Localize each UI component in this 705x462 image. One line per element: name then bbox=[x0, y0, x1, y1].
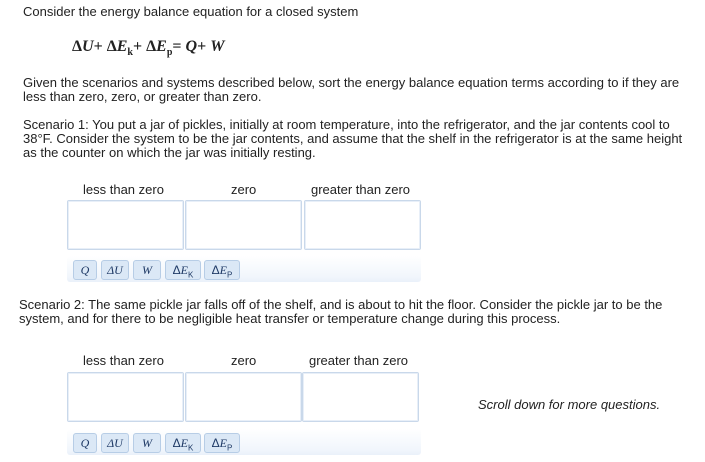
eq-ep: E bbox=[156, 38, 167, 55]
s1-chip-w-label: W bbox=[142, 263, 152, 277]
s1-chip-delta-ep-e: E bbox=[219, 263, 227, 277]
s2-drop-less-than-zero[interactable] bbox=[67, 372, 184, 422]
s1-drop-zero[interactable] bbox=[185, 200, 302, 250]
eq-equals: = bbox=[172, 38, 186, 55]
s2-chip-delta-ep-e: E bbox=[219, 436, 227, 450]
eq-p: p bbox=[166, 47, 173, 59]
s2-chip-delta-ep[interactable] bbox=[204, 433, 240, 453]
s1-chip-delta-ek[interactable] bbox=[165, 260, 201, 280]
s1-col-less-than-zero: less than zero bbox=[83, 182, 164, 197]
s2-col-less-than-zero: less than zero bbox=[83, 353, 164, 368]
s1-chip-delta-ek-delta: Δ bbox=[172, 263, 181, 277]
eq-plus2: + Δ bbox=[132, 38, 157, 55]
s1-col-zero: zero bbox=[231, 182, 257, 197]
s2-drop-zero[interactable] bbox=[185, 372, 302, 422]
s1-chip-delta-ek-sub: K bbox=[188, 270, 194, 280]
scenario2-text: Scenario 2: The same pickle jar falls off of the shelf, and is about to hit the floor. Consider the pickle jar to be the system, and for there to be negligible heat transfer or temperature change during this process. bbox=[19, 297, 663, 326]
s1-chip-delta-u[interactable] bbox=[101, 260, 129, 280]
s2-chip-q[interactable] bbox=[73, 433, 97, 453]
scroll-down-note: Scroll down for more questions. bbox=[478, 397, 661, 412]
eq-plus1: + Δ bbox=[93, 38, 117, 55]
s2-chip-delta-ep-sub: P bbox=[227, 443, 233, 453]
intro-text: Consider the energy balance equation for a closed system bbox=[23, 4, 359, 19]
s1-term-tray bbox=[67, 256, 421, 282]
s2-drop-greater-than-zero[interactable] bbox=[302, 372, 419, 422]
eq-delta-u-delta: Δ bbox=[72, 38, 83, 55]
s2-chip-delta-ek-sub: K bbox=[188, 443, 194, 453]
s2-chip-q-label: Q bbox=[80, 436, 90, 450]
s2-chip-delta-ek-e: E bbox=[180, 436, 188, 450]
s2-chip-delta-u[interactable] bbox=[101, 433, 129, 453]
instructions-text: Given the scenarios and systems described below, sort the energy balance equation terms according to if they are less than zero, zero, or greater than zero. bbox=[23, 75, 680, 104]
s1-chip-delta-ep[interactable] bbox=[204, 260, 240, 280]
s2-chip-delta-ep-delta: Δ bbox=[211, 436, 220, 450]
s2-chip-delta-ek[interactable] bbox=[165, 433, 201, 453]
eq-q: Q bbox=[185, 38, 198, 55]
s2-chip-w[interactable] bbox=[133, 433, 161, 453]
eq-w: W bbox=[210, 38, 225, 55]
s2-col-greater-than-zero: greater than zero bbox=[309, 353, 409, 368]
eq-plus3: + bbox=[197, 38, 211, 55]
eq-u: U bbox=[82, 38, 94, 55]
s1-chip-delta-ek-e: E bbox=[180, 263, 188, 277]
eq-k: k bbox=[127, 47, 133, 59]
s1-chip-q-label: Q bbox=[80, 263, 90, 277]
s2-term-tray bbox=[67, 429, 421, 455]
s1-chip-delta-ep-sub: P bbox=[227, 270, 233, 280]
eq-ek: E bbox=[116, 38, 128, 55]
s1-chip-delta-u-label: ΔU bbox=[107, 263, 123, 277]
s2-col-zero: zero bbox=[231, 353, 257, 368]
s1-drop-greater-than-zero[interactable] bbox=[304, 200, 421, 250]
energy-balance-equation bbox=[72, 38, 224, 58]
s1-drop-less-than-zero[interactable] bbox=[67, 200, 184, 250]
s2-chip-delta-u-label: ΔU bbox=[107, 436, 123, 450]
s1-chip-w[interactable] bbox=[133, 260, 161, 280]
s1-col-greater-than-zero: greater than zero bbox=[311, 182, 411, 197]
s1-chip-delta-ep-delta: Δ bbox=[211, 263, 220, 277]
scenario1-text: Scenario 1: You put a jar of pickles, initially at room temperature, into the refrigerator, and the jar contents cool to 38°F. Consider the system to be the jar contents, and assume that the shelf in the refrigerator is at the same height as the counter on which the jar was initially resting. bbox=[23, 117, 683, 160]
s1-chip-q[interactable] bbox=[73, 260, 97, 280]
s2-chip-w-label: W bbox=[142, 436, 152, 450]
s2-chip-delta-ek-delta: Δ bbox=[172, 436, 181, 450]
